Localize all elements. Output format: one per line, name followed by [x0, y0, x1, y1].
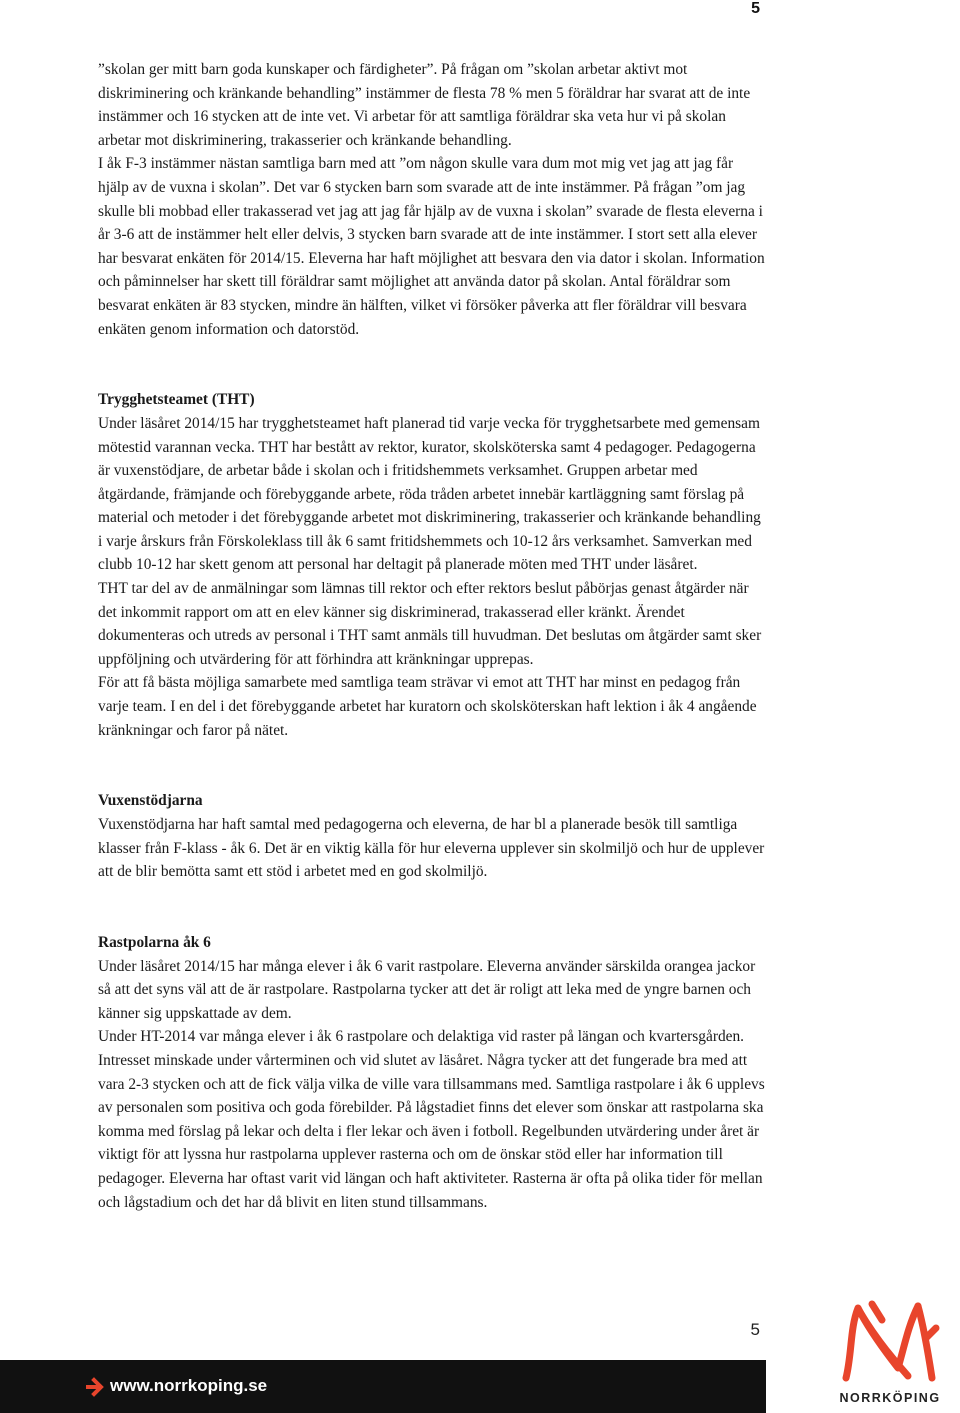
- paragraph: THT tar del av de anmälningar som lämnas till rektor och efter rektors beslut påbörjas genast åtgärder när det inkommit rapport om att en elev känner sig diskriminerad, trakasserad eller kränkt. Ärendet dokumenteras och utreds av personal i THT samt anmäls till huvudman. Det beslutas om åtgärder samt sker uppföljning och utvärdering för att förhindra att kränkningar upprepas.: [98, 580, 762, 668]
- norrkoping-n-logo-icon: [838, 1298, 940, 1384]
- paragraph: ”skolan ger mitt barn goda kunskaper och färdigheter”. På frågan om ”skolan arbetar aktivt mot diskriminering och kränkande behandling” instämmer de flesta 78 % men 5 föräldrar har svarat att de inte instämmer och 16 stycken att de inte vet. Vi arbetar för att samtliga föräldrar ska veta hur vi på skolan arbetar mot diskriminering, trakasserier och kränkande behandling.: [98, 61, 751, 149]
- section-heading-vuxenstodjarna: Vuxenstödjarna: [98, 792, 203, 810]
- spacer: [98, 907, 766, 931]
- paragraph: Under läsåret 2014/15 har trygghetsteamet haft planerad tid varje vecka för trygghetsarbete med gemensam mötestid varannan vecka. THT har bestått av rektor, kurator, skolsköterska samt 4 pedagoger. Pedagogerna är vuxenstödjare, de arbetar både i skolan och i fritidshemmets verksamhet. Gruppen arbetar med åtgärdande, främjande och förebyggande arbete, röda tråden arbetet innebär kartläggning samt förslag på material och metoder i det förebyggande arbetet mot diskriminering, trakasserier och kränkande behandling i varje årskurs från Förskoleklass till åk 6 samt fritidshemmets och 10-12 års verksamhet. Samverkan med clubb 10-12 har skett genom att personal har deltagit på planerade möten med THT under läsåret.: [98, 414, 761, 574]
- paragraph: För att få bästa möjliga samarbete med samtliga team strävar vi emot att THT har minst en pedagog från varje team. I en del i det förebyggande arbetet har kuratorn och skolsköterskan haft lektion i åk 4 angående kränkningar och faror på nätet.: [98, 674, 757, 739]
- spacer: [98, 766, 766, 790]
- paragraph: Under HT-2014 var många elever i åk 6 rastpolare och delaktiga vid raster på längan och kvartersgården. Intresset minskade under vårterminen och vid slutet av läsåret. Några tycker att det fungerade bra med att vara 2-3 stycken och att de fick välja vilka de ville vara tillsammans med. Samtliga rastpolare i åk 6 upplevs av personalen som positiva och goda förebilder. På lågstadiet finns det elever som önskar att rastpolarna ska komma med förslag på lekar och delta i fler lekar och även i fotboll. Regelbunden utvärdering under året är viktigt för att lyssna hur rastpolarna upplever rasterna och om de önskar stöd eller har information till pedagoger. Eleverna har oftast varit vid längan och haft aktiviteter. Rasterna är ofta på olika tider för mellan och lågstadium och det har då blivit en liten stund tillsammans.: [98, 1028, 765, 1211]
- paragraph: Vuxenstödjarna har haft samtal med pedagogerna och eleverna, de har bl a planerade besök till samtliga klasser från F-klass - åk 6. Det är en viktig källa för hur eleverna upplever sin skolmiljö och hur de upplever att de blir bemötta samt ett stöd i arbetet med en god skolmiljö.: [98, 816, 765, 881]
- section-heading-tht: Trygghetsteamet (THT): [98, 391, 255, 409]
- document-body: [98, 58, 766, 1214]
- footer-website-link[interactable]: www.norrkoping.se: [110, 1376, 268, 1395]
- spacer: [98, 365, 766, 389]
- spacer: [98, 341, 766, 365]
- spacer: [98, 884, 766, 908]
- spacer: [98, 742, 766, 766]
- page-number-bottom: 5: [750, 1320, 760, 1339]
- logo-wordmark: NORRKÖPING: [839, 1391, 941, 1405]
- paragraph: I åk F-3 instämmer nästan samtliga barn med att ”om någon skulle vara dum mot mig vet jag att jag får hjälp av de vuxna i skolan”. Det var 6 stycken barn som svarade att de inte instämmer. På frågan ”om jag skulle bli mobbad eller trakasserad vet jag att jag får hjälp av de vuxna i skolan” svarade de flesta eleverna i år 3-6 att de instämmer helt eller delvis, 3 stycken barn svarade att de inte instämmer. I stort sett alla elever har besvarat enkäten för 2014/15. Eleverna har haft möjlighet att besvara den via dator i skolan. Information och påminnelser har skett till föräldrar samt möjlighet att använda dator på skolan. Antal föräldrar som besvarat enkäten är 83 stycken, mindre än hälften, vilket vi försöker påverka att fler föräldrar vill besvara enkäten genom information och datorstöd.: [98, 155, 765, 338]
- arrow-right-icon: [84, 1376, 106, 1398]
- paragraph: Under läsåret 2014/15 har många elever i åk 6 varit rastpolare. Eleverna använder särskilda orangea jackor så att det syns väl att de är rastpolare. Rastpolarna tycker att det är roligt att leka med de yngre barnen och känner sig uppskattade av dem.: [98, 957, 756, 1022]
- page-number-top: 5: [751, 0, 760, 17]
- section-heading-rastpolarna: Rastpolarna åk 6: [98, 933, 211, 951]
